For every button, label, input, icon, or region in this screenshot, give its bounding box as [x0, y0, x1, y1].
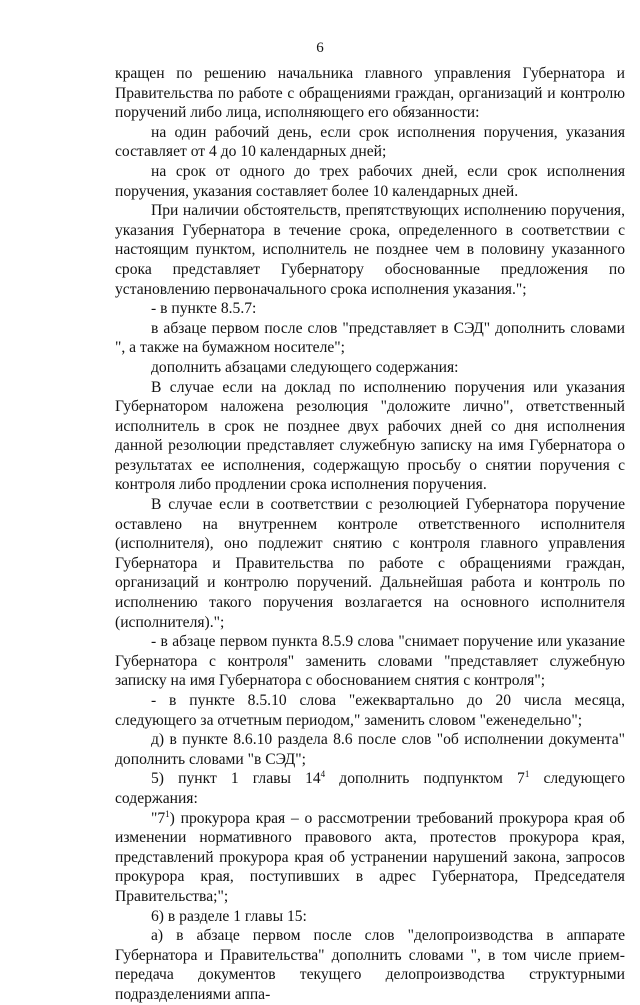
superscript: 1 — [524, 769, 530, 780]
paragraph-text: следующего содержания: — [115, 770, 625, 807]
paragraph: на срок от одного до трех рабочих дней, если срок исполнения поручения, указания составляет более 10 календарных дней. — [115, 162, 625, 200]
paragraph: В случае если на доклад по исполнению поручения или указания Губернатором наложена резолюция "доложите лично", ответственный исполнитель в срок не позднее двух рабочих дней со дня исполнения данной резолюции представляет служебную записку на имя Губернатора о результатах ее исполнения, содержащую просьбу о снятии поручения с контроля либо продлении срока исполнения поручения. — [115, 378, 625, 494]
paragraph — [115, 769, 625, 808]
superscript: 4 — [320, 769, 326, 780]
paragraph-text: ) прокурора края – о рассмотрении требований прокурора края об изменении нормативного правового акта, протестов прокурора края, представлений прокурора края об устранении нарушений закона, запросов прокурора края, поступивших в адрес Губернатора, Председателя Правительства;"; — [115, 809, 625, 905]
document-body — [115, 64, 625, 1005]
paragraph-text: "7 — [151, 809, 166, 827]
page-number: 6 — [316, 40, 324, 56]
paragraph-text: дополнить подпунктом 7 — [325, 770, 525, 788]
paragraph: - в пункте 8.5.10 слова "ежеквартально до 20 числа месяца, следующего за отчетным периодом," заменить словом "еженедельно"; — [115, 692, 625, 729]
paragraph: кращен по решению начальника главного управления Губернатора и Правительства по работе с обращениями граждан, организаций и контролю поручений либо лица, исполняющего его обязанности: — [115, 65, 625, 122]
paragraph-text: 5) пункт 1 главы 14 — [151, 770, 321, 788]
paragraph — [115, 809, 625, 907]
paragraph: 6) в разделе 1 главы 15: — [151, 907, 307, 925]
paragraph: В случае если в соответствии с резолюцией Губернатора поручение оставлено на внутреннем контроле ответственного исполнителя (исполнителя), оно подлежит снятию с контроля главного управления Губернатора и Правительства по работе с обращениями граждан, организаций и контролю поручений. Дальнейшая работа и контроль по исполнению такого поручения возлагается на основного исполнителя (исполнителя)."; — [115, 496, 625, 631]
paragraph: дополнить абзацами следующего содержания: — [151, 358, 459, 376]
paragraph: - в абзаце первом пункта 8.5.9 слова "снимает поручение или указание Губернатора с контроля" заменить словами "представляет служебную записку на имя Губернатора с обоснованием снятия с контроля"; — [115, 633, 625, 690]
paragraph: а) в абзаце первом после слов "делопроизводства в аппарате Губернатора и Правительства" дополнить словами ", в том числе прием-передача документов текущего делопроизводства структурными подразделениями аппа- — [115, 927, 625, 1003]
paragraph: в абзаце первом после слов "представляет в СЭД" дополнить словами ", а также на бумажном носителе"; — [115, 319, 625, 357]
paragraph: д) в пункте 8.6.10 раздела 8.6 после слов "об исполнении документа" дополнить словами "в СЭД"; — [115, 731, 625, 768]
paragraph: - в пункте 8.5.7: — [151, 300, 257, 318]
paragraph: на один рабочий день, если срок исполнения поручения, указания составляет от 4 до 10 календарных дней; — [115, 123, 625, 161]
paragraph: При наличии обстоятельств, препятствующих исполнению поручения, указания Губернатора в течение срока, определенного в соответствии с настоящим пунктом, исполнитель не позднее чем в половину указанного срока представляет Губернатору обоснованные предложения по установлению первоначального срока исполнения указания."; — [115, 202, 625, 298]
superscript: 1 — [165, 808, 170, 819]
